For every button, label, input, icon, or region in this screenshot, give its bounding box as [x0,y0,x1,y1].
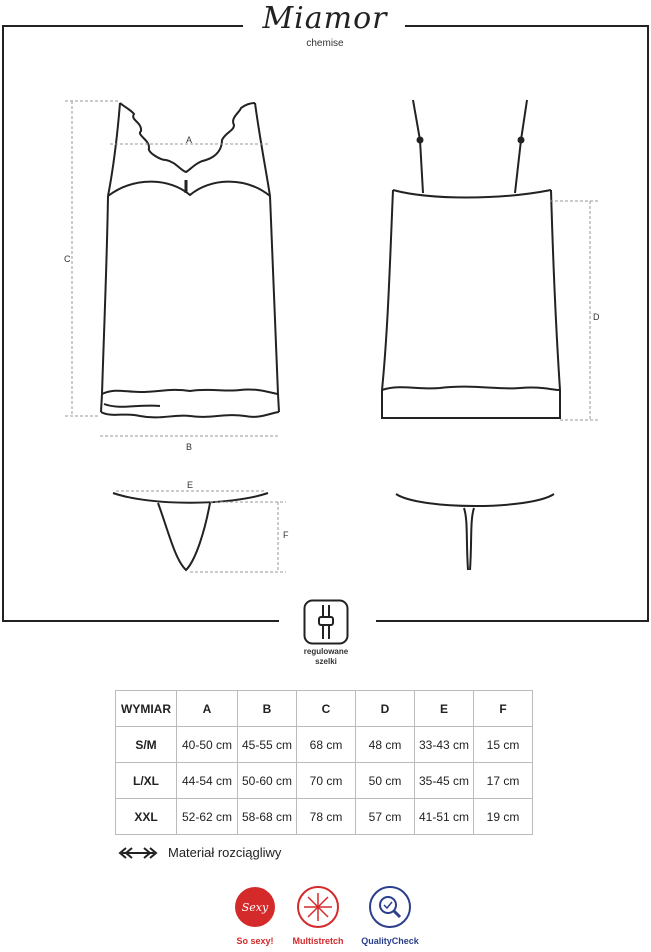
table-header: B [238,691,297,727]
caption-line-2: szelki [315,657,337,666]
multistretch-icon [296,885,340,929]
chemise-back-drawing [382,100,560,418]
table-cell: 33-43 cm [415,727,474,763]
table-header: F [474,691,533,727]
badge-multistretch [278,885,358,946]
table-cell: 15 cm [474,727,533,763]
brand-header [245,0,405,49]
table-header-row [116,691,533,727]
adjustable-straps-icon [303,599,349,645]
table-cell: L/XL [116,763,177,799]
quality-check-icon [368,885,412,929]
chemise-front-drawing [101,103,279,417]
brand-logo: Miamor [262,1,388,36]
table-cell: 70 cm [297,763,356,799]
table-cell: 57 cm [356,799,415,835]
table-header: D [356,691,415,727]
table-cell: 50 cm [356,763,415,799]
table-cell: 48 cm [356,727,415,763]
table-cell: 78 cm [297,799,356,835]
thong-back-drawing [396,494,554,570]
table-cell: 41-51 cm [415,799,474,835]
thong-front-drawing [113,493,268,570]
table-cell: 40-50 cm [177,727,238,763]
badge-caption: Multistretch [292,936,344,946]
table-cell: 50-60 cm [238,763,297,799]
table-cell: XXL [116,799,177,835]
table-header: WYMIAR [116,691,177,727]
table-cell: 44-54 cm [177,763,238,799]
stretch-arrow-icon [118,847,158,859]
badge-caption: QualityCheck [361,936,419,946]
badge-caption: So sexy! [236,936,274,946]
table-cell: 19 cm [474,799,533,835]
dim-label-f: F [283,530,289,540]
dim-label-e: E [187,480,194,490]
table-cell: 68 cm [297,727,356,763]
table-row [116,763,533,799]
stretch-legend-label: Materiał rozciągliwy [168,845,282,860]
size-table [115,690,533,835]
badge-inner-text: Sexy [241,901,269,914]
table-cell: 52-62 cm [177,799,238,835]
badge-quality-check [350,885,430,946]
table-cell: 35-45 cm [415,763,474,799]
table-cell: 45-55 cm [238,727,297,763]
table-cell: 58-68 cm [238,799,297,835]
dim-label-a: A [186,135,193,145]
table-header: E [415,691,474,727]
adjustable-straps-caption [290,647,362,667]
table-cell: 17 cm [474,763,533,799]
product-type: chemise [306,38,344,49]
dim-label-b: B [186,442,193,452]
table-row [116,727,533,763]
dim-label-d: D [593,312,600,322]
dim-label-c: C [64,254,71,264]
so-sexy-icon [233,885,277,929]
stretch-legend [118,845,281,860]
table-header: A [177,691,238,727]
table-row [116,799,533,835]
table-header: C [297,691,356,727]
caption-line-1: regulowane [303,647,349,656]
table-cell: S/M [116,727,177,763]
